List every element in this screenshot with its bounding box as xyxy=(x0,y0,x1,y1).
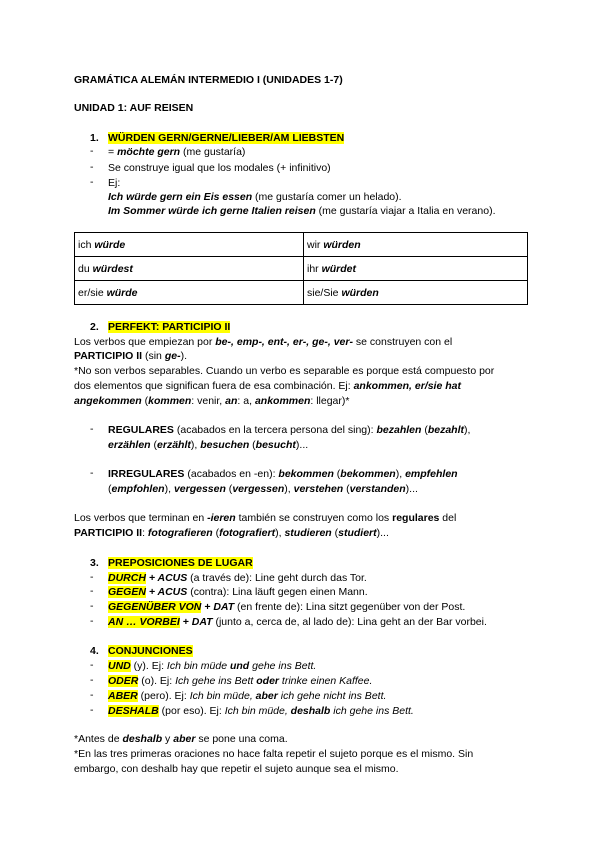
list-item-continuation: erzählen (erzählt), besuchen (besucht)... xyxy=(108,439,309,451)
conjugation-table xyxy=(74,232,528,305)
paragraph-line: dos elementos que significan fuera de esa combinación. Ej: ankommen, er/sie hat xyxy=(74,380,461,392)
list-item: ODER (o). Ej: Ich gehe ins Bett oder trinke einen Kaffee. xyxy=(108,675,373,687)
bullet-dash: - xyxy=(90,689,94,701)
section-number: 4. xyxy=(90,645,99,657)
list-item: DURCH + ACUS (a través de): Line geht durch das Tor. xyxy=(108,572,367,584)
list-item: DESHALB (por eso). Ej: Ich bin müde, deshalb ich gehe ins Bett. xyxy=(108,705,414,717)
table-cell: er/sie würde xyxy=(75,281,304,305)
list-item: GEGEN + ACUS (contra): Lina läuft gegen einen Mann. xyxy=(108,586,368,598)
list-item: AN … VORBEI + DAT (junto a, cerca de, al lado de): Lina geht an der Bar vorbei. xyxy=(108,616,487,628)
note-line: *Antes de deshalb y aber se pone una coma. xyxy=(74,733,288,745)
bullet-dash: - xyxy=(90,467,94,479)
unit-title: UNIDAD 1: AUF REISEN xyxy=(74,102,194,114)
bullet-dash: - xyxy=(90,585,94,597)
paragraph-line: PARTICIPIO II (sin ge-). xyxy=(74,350,187,362)
bullet-dash: - xyxy=(90,600,94,612)
paragraph-line: PARTICIPIO II: fotografieren (fotografiert), studieren (studiert)... xyxy=(74,527,389,539)
example-sentence: Ich würde gern ein Eis essen (me gustaría comer un helado). xyxy=(108,191,402,203)
table-row xyxy=(75,281,528,305)
list-item: REGULARES (acabados en la tercera persona del sing): bezahlen (bezahlt), xyxy=(108,424,471,436)
section-number: 1. xyxy=(90,132,99,144)
paragraph-line: angekommen (kommen: venir, an: a, ankommen: llegar)* xyxy=(74,395,350,407)
bullet-dash: - xyxy=(90,145,94,157)
section-heading: PERFEKT: PARTICIPIO II xyxy=(108,321,231,333)
list-item: Se construye igual que los modales (+ infinitivo) xyxy=(108,162,331,174)
list-item: Ej: xyxy=(108,177,121,189)
bullet-dash: - xyxy=(90,615,94,627)
bullet-dash: - xyxy=(90,659,94,671)
bullet-dash: - xyxy=(90,674,94,686)
bullet-dash: - xyxy=(90,423,94,435)
section-heading: WÜRDEN GERN/GERNE/LIEBER/AM LIEBSTEN xyxy=(108,132,345,144)
paragraph-line: Los verbos que empiezan por be-, emp-, ent-, er-, ge-, ver- se construyen con el xyxy=(74,336,453,348)
table-cell: ich würde xyxy=(75,233,304,257)
section-number: 3. xyxy=(90,557,99,569)
document-title: GRAMÁTICA ALEMÁN INTERMEDIO I (UNIDADES 1-7) xyxy=(74,74,343,86)
paragraph-line: Los verbos que terminan en -ieren también se construyen como los regulares del xyxy=(74,512,457,524)
table-cell: ihr würdet xyxy=(304,257,528,281)
list-item: GEGENÜBER VON + DAT (en frente de): Lina sitzt gegenüber von der Post. xyxy=(108,601,466,613)
list-item: ABER (pero). Ej: Ich bin müde, aber ich gehe nicht ins Bett. xyxy=(108,690,387,702)
list-item: UND (y). Ej: Ich bin müde und gehe ins Bett. xyxy=(108,660,317,672)
note-line: embargo, con deshalb hay que repetir el sujeto aunque sea el mismo. xyxy=(74,763,399,775)
list-item: = möchte gern (me gustaría) xyxy=(108,146,246,158)
bullet-dash: - xyxy=(90,571,94,583)
section-heading: CONJUNCIONES xyxy=(108,645,193,657)
section-heading: PREPOSICIONES DE LUGAR xyxy=(108,557,253,569)
note-line: *En las tres primeras oraciones no hace falta repetir el sujeto porque es el mismo. Sin xyxy=(74,748,474,760)
bullet-dash: - xyxy=(90,161,94,173)
example-sentence: Im Sommer würde ich gerne Italien reisen (me gustaría viajar a Italia en verano). xyxy=(108,205,496,217)
table-row xyxy=(75,233,528,257)
bullet-dash: - xyxy=(90,704,94,716)
list-item-continuation: (empfohlen), vergessen (vergessen), verstehen (verstanden)... xyxy=(108,483,418,495)
table-cell: wir würden xyxy=(304,233,528,257)
table-cell: sie/Sie würden xyxy=(304,281,528,305)
bullet-dash: - xyxy=(90,176,94,188)
list-item: IRREGULARES (acabados en -en): bekommen (bekommen), empfehlen xyxy=(108,468,458,480)
paragraph-line: *No son verbos separables. Cuando un verbo es separable es porque está compuesto por xyxy=(74,365,495,377)
table-cell: du würdest xyxy=(75,257,304,281)
table-row xyxy=(75,257,528,281)
section-number: 2. xyxy=(90,321,99,333)
